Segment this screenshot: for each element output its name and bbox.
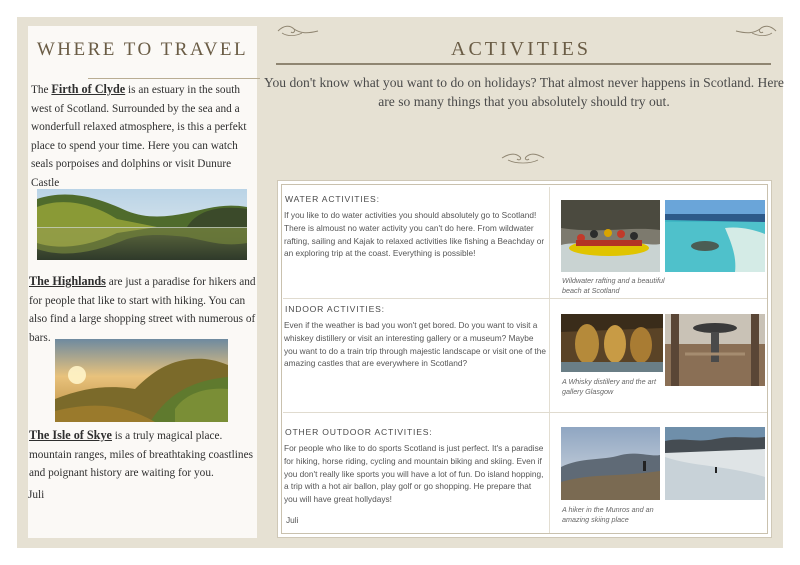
skye-text: is a truly magical place. mountain ranges, miles of breathtaking coastlines and poignant history are waiting for you. [29, 430, 253, 479]
where-to-travel-panel [28, 26, 257, 538]
indoor-caption: A Whisky distillery and the art gallery Glasgow [562, 377, 657, 396]
water-activities-title: WATER ACTIVITIES: [285, 194, 380, 204]
isle-of-skye-photo [55, 339, 228, 422]
whisky-distillery-photo [561, 314, 663, 372]
outdoor-activities-title: OTHER OUTDOOR ACTIVITIES: [285, 427, 433, 437]
skye-paragraph [28, 426, 256, 483]
indoor-activities-title: INDOOR ACTIVITIES: [285, 304, 385, 314]
loch-reflection-photo [37, 189, 247, 260]
clyde-lead: The [31, 84, 52, 96]
outdoor-signature: Juli [286, 515, 299, 525]
water-activities-text: If you like to do water activities you should absolutely go to Scotland! There is almoust no water activity you can't do here. From wildwater rafting, sailing and Kajak to relaxed activities like fishing a Beachday or an exploring trip at the coast. Everything is possible! [284, 210, 545, 259]
row-divider-2 [283, 412, 767, 413]
flourish-ornament-right [734, 24, 778, 38]
column-divider [549, 187, 550, 533]
outdoor-activities-text: For people who like to do sports Scotland is just perfect. It's a paradise for hiking, horse riding, cycling and mountain biking and skiing. Even if you don't really like sports you will have a lot of fun. Do island hopping, a trip with a hot air ballon, play golf or go shopping. He prepare that you will have great hollydays! [284, 443, 544, 505]
skiing-place-photo [665, 427, 765, 500]
row-divider-1 [283, 298, 767, 299]
outdoor-caption: A hiker in the Munros and an amazing skiing place [562, 505, 654, 524]
highlands-name: The Highlands [29, 274, 106, 288]
activities-title: ACTIVITIES [451, 38, 591, 60]
flourish-ornament-left [276, 24, 320, 38]
munros-hiker-photo [561, 427, 660, 500]
water-caption: Wildwater rafting and a beautiful beach at Scotland [562, 276, 665, 295]
highlands-text: are just a paradise for hikers and for people that like to start with hiking. You can also find a large shopping street with numerous of bars. [29, 276, 256, 344]
clyde-paragraph [28, 80, 256, 192]
activities-intro: You don't know what you want to do on holidays? That almost never happens in Scotland. Here are so many things that you absolutely should try out. [264, 75, 784, 109]
where-to-travel-title: WHERE TO TRAVEL [36, 39, 249, 60]
rafting-photo [561, 200, 660, 272]
art-gallery-photo [665, 314, 765, 386]
highlands-paragraph [28, 272, 256, 347]
indoor-activities-text: Even if the weather is bad you won't get bored. Do you want to visit a whiskey distillery or visit an interesting gallery or a museum? Maybe you want to do a train trip through majestic landscape or visit one of the amazing castles that are everywhere in Scotland? [284, 320, 546, 369]
activities-title-rule [276, 63, 771, 65]
skye-name: The Isle of Skye [29, 428, 112, 442]
beach-photo [665, 200, 765, 272]
clyde-text: is an estuary in the south west of Scotland. Surrounded by the sea and a wonderfull relaxed atmosphere, is this a perfekt place to spend your time. Here you can watch seals porpoises and dolphins or visit Dunure Castle [31, 84, 247, 189]
clyde-name: Firth of Clyde [51, 82, 126, 96]
title-rule [88, 78, 260, 79]
left-signature: Juli [28, 489, 45, 501]
activities-card [277, 180, 772, 538]
flourish-ornament-center [500, 151, 546, 165]
